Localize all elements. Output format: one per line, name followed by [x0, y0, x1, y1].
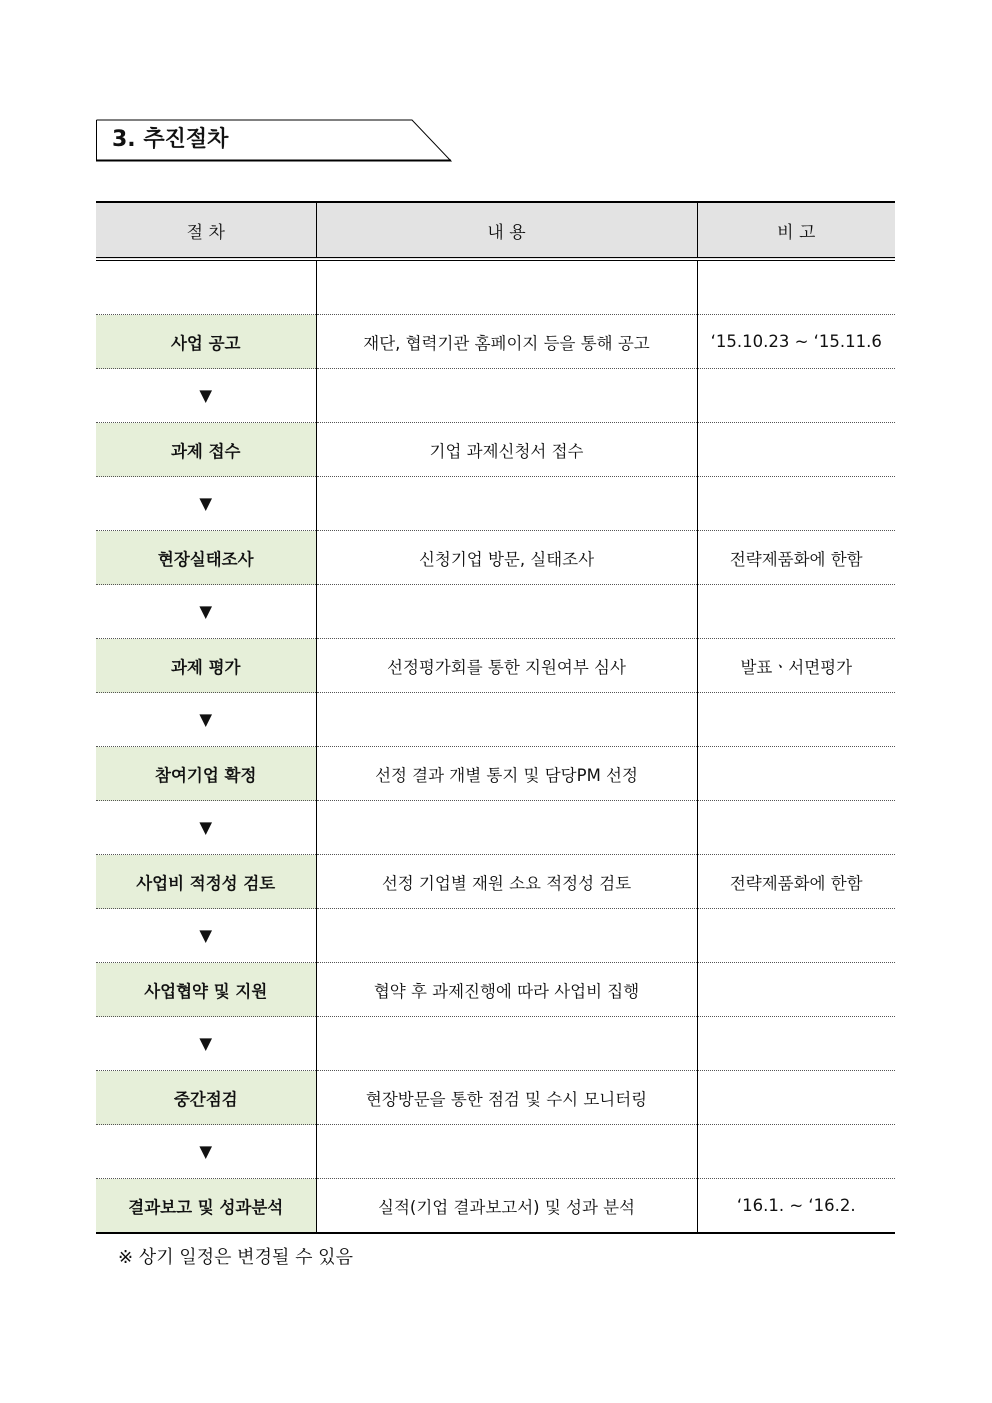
step-note: [697, 747, 895, 801]
empty-cell: [316, 693, 697, 747]
step-note: 발표ㆍ서면평가: [697, 639, 895, 693]
down-arrow-icon: ▼: [96, 369, 316, 423]
table-row: [96, 315, 895, 369]
table-header-row: [96, 202, 895, 259]
down-arrow-icon: ▼: [96, 1125, 316, 1179]
table-row: [96, 1017, 895, 1071]
procedure-table: [96, 201, 895, 1234]
step-name: 사업비 적정성 검토: [96, 855, 316, 909]
empty-cell: [316, 585, 697, 639]
step-content: 재단, 협력기관 홈페이지 등을 통해 공고: [316, 315, 697, 369]
step-name: 과제 평가: [96, 639, 316, 693]
step-name: 중간점검: [96, 1071, 316, 1125]
down-arrow-icon: ▼: [96, 801, 316, 855]
step-name: 사업 공고: [96, 315, 316, 369]
table-row: [96, 855, 895, 909]
empty-cell: [316, 477, 697, 531]
step-name: 참여기업 확정: [96, 747, 316, 801]
header-procedure: 절 차: [96, 202, 316, 259]
step-name: 현장실태조사: [96, 531, 316, 585]
step-note: ‘15.10.23 ~ ‘15.11.6: [697, 315, 895, 369]
empty-cell: [697, 1125, 895, 1179]
empty-cell: [316, 369, 697, 423]
empty-cell: [697, 585, 895, 639]
empty-cell: [697, 909, 895, 963]
step-content: 선정 결과 개별 통지 및 담당PM 선정: [316, 747, 697, 801]
table-row: [96, 639, 895, 693]
step-content: 선정평가회를 통한 지원여부 심사: [316, 639, 697, 693]
empty-cell: [697, 369, 895, 423]
table-row: [96, 1179, 895, 1234]
table-row: [96, 1071, 895, 1125]
header-note: 비 고: [697, 202, 895, 259]
table-row: [96, 963, 895, 1017]
down-arrow-icon: ▼: [96, 477, 316, 531]
table-row: [96, 369, 895, 423]
empty-cell: [697, 801, 895, 855]
down-arrow-icon: ▼: [96, 585, 316, 639]
empty-cell: [96, 259, 316, 315]
step-content: 협약 후 과제진행에 따라 사업비 집행: [316, 963, 697, 1017]
step-note: 전략제품화에 한함: [697, 531, 895, 585]
empty-cell: [697, 1017, 895, 1071]
step-content: 신청기업 방문, 실태조사: [316, 531, 697, 585]
empty-cell: [697, 259, 895, 315]
table-row: [96, 585, 895, 639]
section-title: 3. 추진절차: [112, 127, 229, 152]
table-row: [96, 423, 895, 477]
empty-cell: [316, 259, 697, 315]
table-row: [96, 531, 895, 585]
down-arrow-icon: ▼: [96, 1017, 316, 1071]
table-row: [96, 259, 895, 315]
step-name: 과제 접수: [96, 423, 316, 477]
empty-cell: [316, 1125, 697, 1179]
table-body: [96, 259, 895, 1233]
down-arrow-icon: ▼: [96, 909, 316, 963]
footnote: ※ 상기 일정은 변경될 수 있음: [118, 1247, 353, 1268]
step-note: ‘16.1. ~ ‘16.2.: [697, 1179, 895, 1234]
section-title-box: [96, 119, 452, 162]
table-row: [96, 693, 895, 747]
table-row: [96, 1125, 895, 1179]
header-content: 내 용: [316, 202, 697, 259]
table-row: [96, 747, 895, 801]
step-content: 현장방문을 통한 점검 및 수시 모니터링: [316, 1071, 697, 1125]
step-note: [697, 963, 895, 1017]
step-note: [697, 423, 895, 477]
step-content: 기업 과제신청서 접수: [316, 423, 697, 477]
table-row: [96, 477, 895, 531]
table-row: [96, 801, 895, 855]
empty-cell: [316, 801, 697, 855]
empty-cell: [316, 1017, 697, 1071]
step-name: 결과보고 및 성과분석: [96, 1179, 316, 1234]
step-content: 선정 기업별 재원 소요 적정성 검토: [316, 855, 697, 909]
step-name: 사업협약 및 지원: [96, 963, 316, 1017]
table-row: [96, 909, 895, 963]
step-note: 전략제품화에 한함: [697, 855, 895, 909]
down-arrow-icon: ▼: [96, 693, 316, 747]
empty-cell: [316, 909, 697, 963]
empty-cell: [697, 693, 895, 747]
step-note: [697, 1071, 895, 1125]
step-content: 실적(기업 결과보고서) 및 성과 분석: [316, 1179, 697, 1234]
empty-cell: [697, 477, 895, 531]
